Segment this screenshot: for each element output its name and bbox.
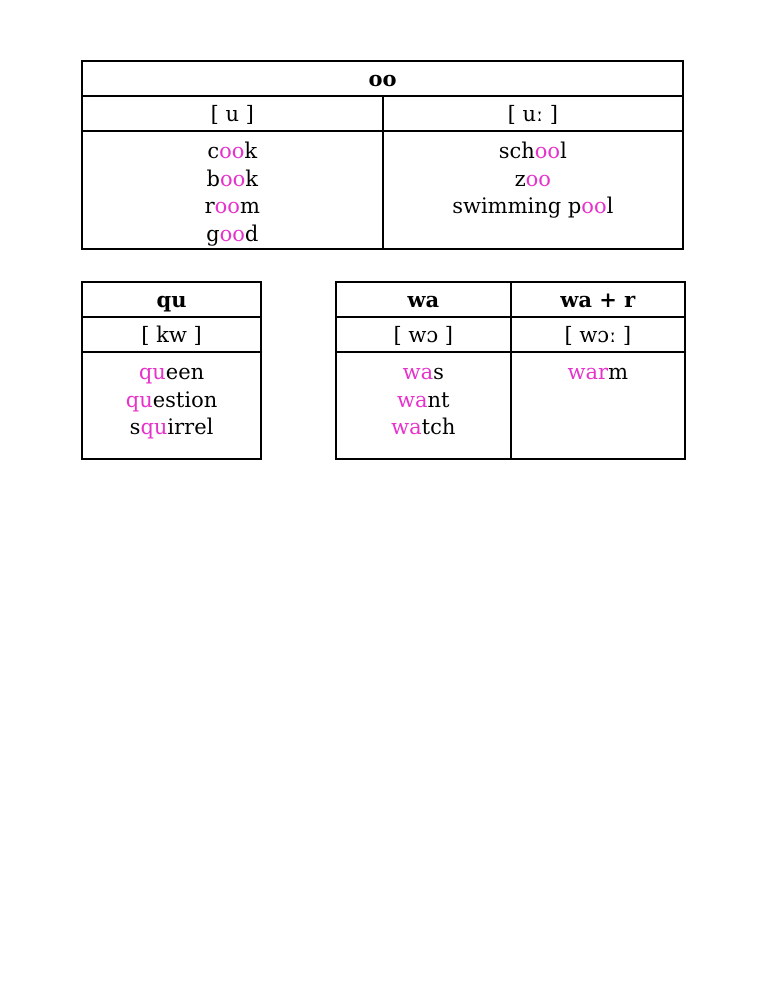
qu-header: qu bbox=[82, 282, 261, 317]
war-ipa: [ wɔː ] bbox=[511, 317, 686, 352]
word-want: want bbox=[397, 387, 450, 412]
word-book: book bbox=[206, 166, 258, 191]
word-good: good bbox=[206, 221, 259, 246]
war-header: wa + r bbox=[511, 282, 686, 317]
wa-table bbox=[335, 281, 686, 460]
oo-long-ipa: [ uː ] bbox=[383, 96, 684, 131]
wa-header: wa bbox=[336, 282, 511, 317]
qu-ipa: [ kw ] bbox=[82, 317, 261, 352]
word-school: school bbox=[498, 139, 567, 163]
word-squirrel: squirrel bbox=[129, 415, 214, 439]
word-was: was bbox=[402, 360, 444, 384]
wa-ipa: [ wɔ ] bbox=[336, 317, 511, 352]
qu-table bbox=[81, 281, 262, 460]
oo-long-word-list bbox=[383, 131, 684, 249]
word-question: question bbox=[125, 387, 218, 412]
word-queen: queen bbox=[138, 360, 205, 384]
oo-table bbox=[81, 60, 684, 250]
word-warm: warm bbox=[567, 360, 628, 384]
word-room: room bbox=[204, 194, 260, 218]
word-cook: cook bbox=[207, 139, 258, 163]
qu-word-list bbox=[82, 352, 261, 459]
word-watch: watch bbox=[391, 415, 456, 439]
word-zoo: zoo bbox=[514, 166, 551, 191]
war-word-list bbox=[511, 352, 686, 459]
oo-header: oo bbox=[82, 61, 683, 96]
word-swimming-pool: swimming pool bbox=[452, 194, 614, 218]
oo-short-ipa: [ u ] bbox=[82, 96, 383, 131]
wa-word-list bbox=[336, 352, 511, 459]
oo-short-word-list bbox=[82, 131, 383, 249]
